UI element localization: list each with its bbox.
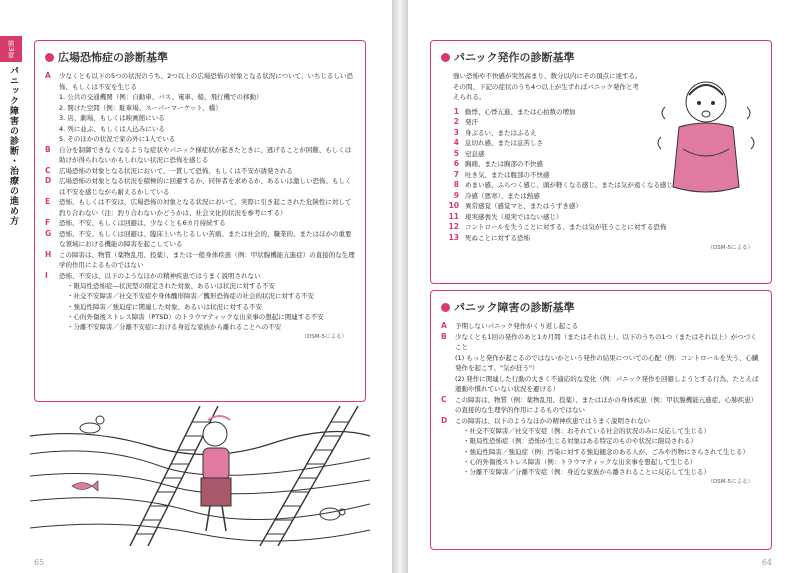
bullet-dot-icon <box>441 303 450 312</box>
ladder-right-icon <box>260 406 358 546</box>
chapter-title: パニック障害の診断・治療の進め方 <box>8 66 18 226</box>
book-gutter <box>392 0 408 573</box>
list-item: ・社交不安障害／社交不安症（例：おそれている社会的状況のみに反応して生じる） <box>463 427 710 435</box>
criterion-letter: D <box>441 415 448 425</box>
criterion-text: 予期しないパニック発作がくり返し起こる <box>455 322 579 330</box>
criterion-text: この障害は、物質（例：薬物乱用、投薬）、またはほかの身体疾患（例：甲状腺機能亢進症、心肺疾患）の直接的な生理学的作用によるものではない <box>455 395 758 414</box>
symptom-text: めまい感、ふらつく感じ、頭が軽くなる感じ、または気が遠くなる感じ <box>465 181 673 189</box>
list-item: ・社交不安障害／社交不安症や身体醜形障害／醜形恐怖症の社会的状況に対する不安 <box>67 292 314 301</box>
symptom-number: 9 <box>453 190 459 200</box>
box-title <box>45 49 357 65</box>
symptom-number: 3 <box>453 127 459 137</box>
list-item: (1) もっと発作が起こるのではないかという発作の結果についての心配（例：コントロールを失う、心臓発作を起こす、"気が狂う"） <box>455 353 759 372</box>
symptom-text: 窒息感 <box>465 149 485 158</box>
box-title <box>441 299 763 315</box>
symptom-number: 12 <box>448 222 459 231</box>
criterion-text: 恐怖、不安、もしくは回避は、少なくとも6カ月持続する <box>59 219 226 227</box>
woman-figure-icon <box>201 416 231 531</box>
bullet-dot-icon <box>45 53 54 62</box>
list-item: ・分離不安障害／分離不安症（例：身近な家族から離されることに反応して生じる） <box>463 468 710 477</box>
list-item: ・限局性恐怖症（例：恐怖が生じる対象はある特定のものや状況に限局される） <box>463 437 697 446</box>
criterion-text: 広場恐怖の対象となる状況において、一貫して恐怖、もしくは不安が誘発される <box>59 166 293 175</box>
right-page <box>408 0 800 573</box>
symptom-number: 7 <box>453 169 459 179</box>
panic-disorder-title: パニック障害の診断基準 <box>454 301 575 314</box>
list-item: 3. 店、劇場、もしくは映画館にいる <box>59 114 165 122</box>
symptom-number: 10 <box>448 201 459 210</box>
symptom-item <box>441 212 763 223</box>
symptom-item <box>441 233 763 244</box>
symptom-text: 異常感覚（感覚マヒ、またはうずき感） <box>465 202 582 210</box>
box-title <box>441 49 763 65</box>
symptom-text: 胸痛、または胸部の不快感 <box>465 160 543 168</box>
criterion-letter: B <box>441 331 447 341</box>
symptom-item <box>441 222 763 233</box>
symptom-number: 8 <box>453 180 459 189</box>
list-item: 4. 列に並ぶ、もしくは人込みにいる <box>59 124 165 133</box>
list-item: 5. そのほかの状況で家の外に1人でいる <box>59 135 176 143</box>
criterion-letter: A <box>45 71 51 80</box>
criterion-text: 恐怖、もしくは不安は、広場恐怖の対象となる状況において、実際に引き起こされた危険性に対して釣り合わない（注：釣り合わないかどうかは、社会文化的状況を参考にする） <box>59 198 352 217</box>
criterion-letter: A <box>441 321 447 330</box>
criterion-h <box>45 250 357 271</box>
criterion-letter: F <box>45 218 51 227</box>
criterion-b <box>45 145 357 166</box>
agoraphobia-criteria-box <box>34 40 366 402</box>
symptom-text: 死ぬことに対する恐怖 <box>465 233 530 242</box>
criterion-text: 少なくとも1回の発作のあと1カ月間（またはそれ以上）、以下のうちの1つ（またはそれ以上）がつづくこと <box>455 332 757 351</box>
criterion-b <box>441 332 763 353</box>
criterion-d <box>441 416 763 427</box>
source-note: （DSM-5による） <box>707 245 753 251</box>
page-number: 64 <box>761 558 772 567</box>
list-item: 2. 開けた空間（例：駐車場、スーパーマーケット、橋） <box>59 103 222 112</box>
list-item: ・分離不安障害／分離不安症における身近な家族から離れることへの不安 <box>67 323 282 332</box>
agoraphobia-title: 広場恐怖症の診断基準 <box>58 51 168 64</box>
left-page <box>0 0 392 573</box>
panic-disorder-criteria-box <box>430 290 772 550</box>
symptom-text: コントロールを失うことに対する、または気が狂うことに対する恐怖 <box>465 223 667 231</box>
symptom-number: 1 <box>453 106 459 116</box>
criterion-text: 恐怖、不安、もしくは回避は、臨床上いちじるしい苦痛、または社会的、職業的、またはほかの重要な領域における機能の障害を起こしている <box>59 229 352 248</box>
list-item: 1. 公共の交通機関（例：自動車、バス、電車、船、飛行機での移動） <box>59 93 263 101</box>
criterion-text: この障害は、物質（薬物乱用、投薬）、または一般身体疾患（例：甲状腺機能亢進症）の直接的な生理学的作用によるものではない <box>59 250 355 269</box>
criterion-text: 恐怖、不安は、以下のようなほかの精神疾患ではうまく説明されない <box>59 271 261 280</box>
criterion-f <box>45 218 357 229</box>
panic-attack-intro: 強い恐怖や不快感が突然高まり、数分以内にその頂点に達する。その間、下記の症状のうち4つ以上が生ずればパニック発作と考えられる。 <box>453 72 642 101</box>
criterion-g <box>45 229 357 250</box>
frightened-woman-illustration <box>30 406 370 546</box>
symptom-text: 現実感喪失（現実ではない感じ） <box>465 212 563 221</box>
symptom-text: 動悸、心悸亢進、または心拍数の増加 <box>465 107 576 116</box>
criterion-letter: C <box>441 394 447 404</box>
criterion-text: この障害は、以下のようなほかの精神疾患ではうまく説明されない <box>455 416 650 425</box>
list-item: ・強迫性障害／強迫症（例：汚染に対する強迫観念のある人が、ごみや汚物にさらされて生じる） <box>463 447 749 456</box>
list-item: ・限局性恐怖症―状況型の限定された対象、あるいは状況に対する不安 <box>67 282 275 290</box>
criterion-letter: H <box>45 249 52 259</box>
symptom-number: 4 <box>453 138 459 147</box>
fish-icon <box>72 481 98 491</box>
source-note: （DSM-5による） <box>301 334 347 341</box>
symptom-number: 11 <box>448 211 459 221</box>
criterion-a <box>45 71 357 92</box>
criterion-i <box>45 271 357 282</box>
symptom-number: 2 <box>453 117 459 126</box>
list-item: ・心的外傷後ストレス障害（例：トラウマティックな出来事を想起して生じる） <box>463 457 697 466</box>
list-item: (2) 発作に関連した行動の大きく不適応的な変化（例：パニック発作を回避しようとする行為、たとえば運動や慣れていない状況を避ける） <box>455 374 759 393</box>
criterion-letter: B <box>45 144 51 154</box>
criterion-letter: I <box>45 270 48 280</box>
criterion-text: 広場恐怖の対象となる状況を積極的に回避するか、同伴者を求めるか、あるいは激しい恐怖、もしくは不安を感じながら耐えるかしている <box>59 177 352 196</box>
criterion-text: 自分を制御できなくなるような症状やパニック様症状が起きたときに、逃げることが困難、もしくは助けが得られないかもしれない状況に恐怖を感じる <box>59 145 352 164</box>
panic-attack-criteria-box <box>430 40 772 284</box>
symptom-number: 13 <box>448 232 459 242</box>
criterion-letter: D <box>45 176 52 185</box>
symptom-number: 5 <box>453 148 459 158</box>
chapter-tab: 第3章 <box>0 36 22 62</box>
criterion-a <box>441 321 763 332</box>
criterion-letter: C <box>45 165 51 175</box>
distressed-man-illustration <box>651 67 761 207</box>
criterion-c <box>45 166 357 177</box>
symptom-text: 吐き気、または腹部の不快感 <box>465 170 550 179</box>
symptom-number: 6 <box>453 159 459 168</box>
criterion-e <box>45 197 357 218</box>
page-number: 65 <box>34 558 45 567</box>
criterion-c <box>441 395 763 416</box>
duck-icon <box>80 416 104 433</box>
criterion-letter: G <box>45 228 52 238</box>
symptom-text: 発汗 <box>465 118 478 126</box>
criterion-letter: E <box>45 197 51 206</box>
bullet-dot-icon <box>441 53 450 62</box>
criterion-d <box>45 176 357 197</box>
criterion-text: 少なくとも以下の5つの状況のうち、2つ以上の広場恐怖の対象となる状況について、いちじるしい恐怖、もしくは不安を生じる <box>59 72 354 91</box>
symptom-text: 冷感（悪寒）、または熱感 <box>465 191 540 200</box>
list-item: ・強迫性障害／強迫症に関連した対象、あるいは状況に対する不安 <box>67 302 262 311</box>
symptom-text: 息切れ感、または息苦しさ <box>465 139 543 147</box>
list-item: ・心的外傷後ストレス障害（PTSD）のトラウマティックな出来事の想起に関連する不安 <box>67 312 324 321</box>
symptom-text: 身ぶるい、またはふるえ <box>465 128 537 137</box>
source-note: （DSM-5による） <box>707 479 753 486</box>
panic-attack-title: パニック発作の診断基準 <box>454 51 575 64</box>
